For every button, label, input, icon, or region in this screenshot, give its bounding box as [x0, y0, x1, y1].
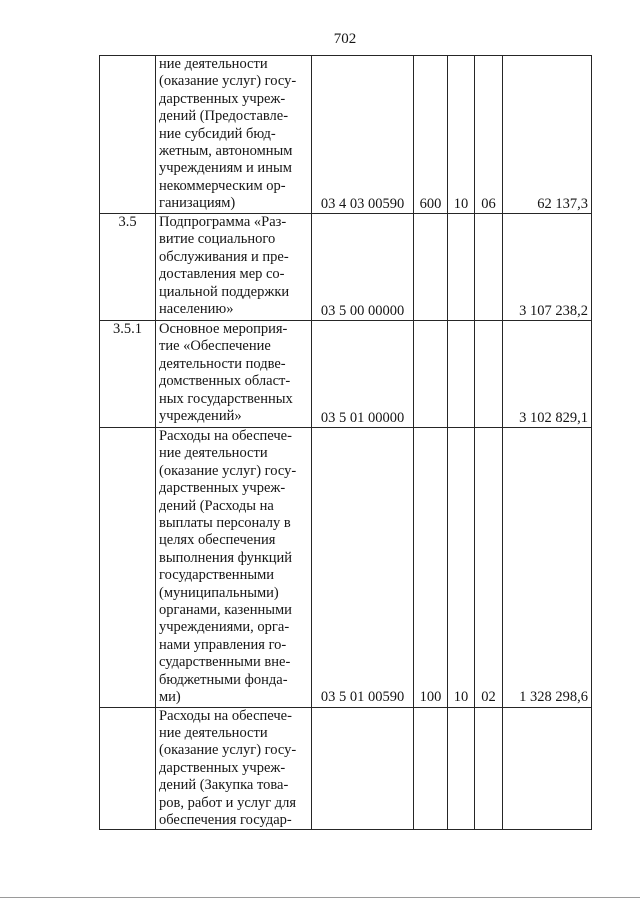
page-number: 702	[333, 31, 357, 47]
table-row	[100, 56, 592, 214]
table-row	[100, 707, 592, 830]
row-target-code: 03 4 03 00590	[312, 56, 414, 214]
row-description: Расходы на обеспече- ние деятельности (оказание услуг) госу- дарственных учреж- дений (Закупка това- ров, работ и услуг для обеспечения государ-	[156, 707, 312, 830]
row-target-code	[312, 707, 414, 830]
row-amount: 62 137,3	[503, 56, 592, 214]
row-section	[448, 707, 475, 830]
row-number: 3.5	[100, 214, 156, 321]
scan-edge-line	[0, 897, 640, 898]
row-expense-type	[414, 321, 448, 428]
row-subsection: 02	[475, 428, 503, 708]
row-amount: 3 107 238,2	[503, 214, 592, 321]
row-subsection: 06	[475, 56, 503, 214]
row-section: 10	[448, 428, 475, 708]
row-amount	[503, 707, 592, 830]
row-description: ние деятельности (оказание услуг) госу- дарственных учреж- дений (Предоставле- ние субсидий бюд- жетным, автономным учреждениям и иным некоммерческим ор- ганизациям)	[156, 56, 312, 214]
row-description: Основное мероприя- тие «Обеспечение деятельности подве- домственных област- ных государственных учреждений»	[156, 321, 312, 428]
row-subsection	[475, 214, 503, 321]
row-target-code: 03 5 01 00000	[312, 321, 414, 428]
row-target-code: 03 5 00 00000	[312, 214, 414, 321]
table-row	[100, 321, 592, 428]
row-number	[100, 707, 156, 830]
row-amount: 1 328 298,6	[503, 428, 592, 708]
budget-table	[99, 55, 592, 830]
row-expense-type: 100	[414, 428, 448, 708]
row-expense-type: 600	[414, 56, 448, 214]
row-target-code: 03 5 01 00590	[312, 428, 414, 708]
row-section: 10	[448, 56, 475, 214]
row-subsection	[475, 707, 503, 830]
table-row	[100, 214, 592, 321]
row-number: 3.5.1	[100, 321, 156, 428]
row-expense-type	[414, 707, 448, 830]
row-section	[448, 214, 475, 321]
row-section	[448, 321, 475, 428]
row-description: Расходы на обеспече- ние деятельности (оказание услуг) госу- дарственных учреж- дений (Расходы на выплаты персоналу в целях обеспечения выполнения функций государственными (муниципальными) органами, казенными учреждениями, орга- нами управления го- сударственными вне- бюджетными фонда- ми)	[156, 428, 312, 708]
row-subsection	[475, 321, 503, 428]
row-number	[100, 428, 156, 708]
row-description: Подпрограмма «Раз- витие социального обслуживания и пре- доставления мер со- циальной поддержки населению»	[156, 214, 312, 321]
table-row	[100, 428, 592, 708]
row-number	[100, 56, 156, 214]
row-expense-type	[414, 214, 448, 321]
row-amount: 3 102 829,1	[503, 321, 592, 428]
